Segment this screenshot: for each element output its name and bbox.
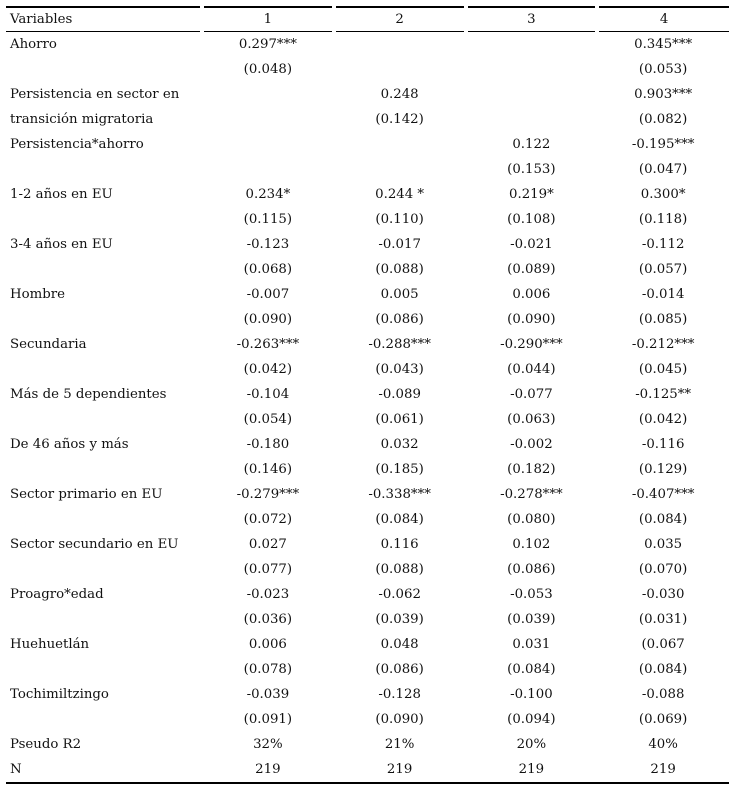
table-row bbox=[6, 282, 729, 307]
cell-model-3: 219 bbox=[466, 757, 598, 783]
cell-model-1: -0.104 bbox=[246, 387, 290, 402]
table-row bbox=[6, 407, 729, 432]
cell-model-1: (0.054) bbox=[243, 412, 293, 427]
row-label: Persistencia*ahorro bbox=[10, 137, 144, 152]
row-label: Ahorro bbox=[10, 37, 57, 52]
cell-model-4: -0.116 bbox=[641, 437, 685, 452]
row-label: Más de 5 dependientes bbox=[10, 387, 167, 402]
cell-model-1: 0.006 bbox=[248, 637, 287, 652]
row-label: Tochimiltzingo bbox=[10, 687, 109, 702]
cell-model-1: (0.115) bbox=[243, 212, 293, 227]
row-label: 1-2 años en EU bbox=[10, 187, 113, 202]
cell-model-1: (0.068) bbox=[243, 262, 293, 277]
cell-model-2 bbox=[334, 32, 466, 58]
cell-model-3 bbox=[466, 107, 598, 132]
row-label bbox=[6, 257, 202, 282]
row-label bbox=[6, 557, 202, 582]
cell-model-4: (0.085) bbox=[638, 312, 688, 327]
cell-model-1: 0.297*** bbox=[238, 37, 297, 52]
row-label: De 46 años y más bbox=[10, 437, 129, 452]
table-row bbox=[6, 657, 729, 682]
cell-model-2: 0.048 bbox=[380, 637, 419, 652]
cell-model-3: (0.039) bbox=[507, 612, 556, 627]
cell-model-3: 0.006 bbox=[512, 287, 551, 302]
cell-model-1: 32% bbox=[253, 737, 283, 752]
cell-model-4: -0.212*** bbox=[631, 337, 695, 352]
cell-model-3: -0.100 bbox=[510, 687, 553, 702]
cell-model-2: (0.039) bbox=[375, 612, 424, 627]
cell-model-3: (0.089) bbox=[507, 262, 556, 277]
cell-model-2: -0.128 bbox=[378, 687, 421, 702]
cell-model-2: 0.032 bbox=[380, 437, 419, 452]
cell-model-2: 0.244 * bbox=[375, 187, 425, 202]
table-row bbox=[6, 582, 729, 607]
cell-model-1 bbox=[202, 132, 334, 157]
regression-table bbox=[6, 6, 729, 784]
cell-model-4: 0.035 bbox=[644, 537, 683, 552]
row-label: N bbox=[6, 757, 202, 783]
cell-model-3: (0.108) bbox=[507, 212, 556, 227]
table-row bbox=[6, 382, 729, 407]
cell-model-2: -0.338*** bbox=[368, 487, 431, 502]
cell-model-3: (0.094) bbox=[507, 712, 556, 727]
header-row bbox=[6, 7, 729, 32]
cell-model-4: -0.014 bbox=[641, 287, 685, 302]
header-model-1: 1 bbox=[202, 7, 334, 32]
cell-model-4: (0.084) bbox=[638, 662, 688, 677]
cell-model-4: 0.903*** bbox=[634, 87, 693, 102]
table-row bbox=[6, 457, 729, 482]
cell-model-2: (0.110) bbox=[375, 212, 424, 227]
cell-model-4: (0.057) bbox=[638, 262, 688, 277]
table-row bbox=[6, 232, 729, 257]
cell-model-2: (0.043) bbox=[375, 362, 424, 377]
cell-model-4: -0.088 bbox=[641, 687, 685, 702]
cell-model-1: (0.091) bbox=[243, 712, 293, 727]
cell-model-4: -0.030 bbox=[641, 587, 685, 602]
table-row bbox=[6, 682, 729, 707]
table-row bbox=[6, 432, 729, 457]
cell-model-3: (0.044) bbox=[507, 362, 556, 377]
cell-model-3: -0.053 bbox=[510, 587, 553, 602]
cell-model-1: -0.279*** bbox=[236, 487, 300, 502]
cell-model-2: -0.089 bbox=[378, 387, 421, 402]
cell-model-1: 0.027 bbox=[248, 537, 287, 552]
cell-model-4: (0.047) bbox=[638, 162, 688, 177]
cell-model-1: (0.072) bbox=[243, 512, 293, 527]
row-label bbox=[6, 157, 202, 182]
cell-model-3: 0.219* bbox=[509, 187, 554, 202]
cell-model-4: (0.067 bbox=[641, 637, 685, 652]
cell-model-4: (0.118) bbox=[638, 212, 688, 227]
table-row bbox=[6, 257, 729, 282]
row-label bbox=[6, 407, 202, 432]
cell-model-4: (0.042) bbox=[638, 412, 688, 427]
table-row bbox=[6, 507, 729, 532]
cell-model-4: (0.031) bbox=[638, 612, 688, 627]
row-label bbox=[6, 307, 202, 332]
cell-model-2: 0.005 bbox=[380, 287, 419, 302]
header-model-3: 3 bbox=[466, 7, 598, 32]
cell-model-2: (0.084) bbox=[375, 512, 424, 527]
row-label bbox=[6, 507, 202, 532]
cell-model-3: (0.153) bbox=[507, 162, 556, 177]
cell-model-4: 0.345*** bbox=[634, 37, 693, 52]
cell-model-3: (0.084) bbox=[507, 662, 556, 677]
table-row bbox=[6, 132, 729, 157]
row-label bbox=[6, 357, 202, 382]
cell-model-1: 219 bbox=[202, 757, 334, 783]
cell-model-1: (0.146) bbox=[243, 462, 293, 477]
cell-model-4: 219 bbox=[597, 757, 729, 783]
table-row bbox=[6, 57, 729, 82]
row-label: Secundaria bbox=[10, 337, 87, 352]
cell-model-2: 0.248 bbox=[380, 87, 419, 102]
row-label: Sector secundario en EU bbox=[10, 537, 179, 552]
table-row bbox=[6, 607, 729, 632]
row-label: Sector primario en EU bbox=[10, 487, 163, 502]
cell-model-3: 0.102 bbox=[512, 537, 551, 552]
table-row bbox=[6, 707, 729, 732]
cell-model-4: (0.069) bbox=[638, 712, 688, 727]
table-row bbox=[6, 332, 729, 357]
table-row bbox=[6, 557, 729, 582]
table-row bbox=[6, 632, 729, 657]
cell-model-1: -0.180 bbox=[246, 437, 290, 452]
regression-table-container bbox=[6, 6, 729, 784]
cell-model-1: (0.090) bbox=[243, 312, 293, 327]
cell-model-2: (0.061) bbox=[375, 412, 424, 427]
cell-model-3: (0.086) bbox=[507, 562, 556, 577]
cell-model-1: -0.007 bbox=[246, 287, 290, 302]
cell-model-2: -0.017 bbox=[378, 237, 421, 252]
cell-model-2: (0.090) bbox=[375, 712, 424, 727]
table-row bbox=[6, 32, 729, 58]
cell-model-4: (0.084) bbox=[638, 512, 688, 527]
cell-model-4: -0.407*** bbox=[631, 487, 695, 502]
cell-model-1: (0.048) bbox=[243, 62, 293, 77]
cell-model-2: -0.288*** bbox=[368, 337, 431, 352]
cell-model-3: -0.278*** bbox=[500, 487, 563, 502]
cell-model-4: 40% bbox=[648, 737, 678, 752]
cell-model-1 bbox=[202, 82, 334, 107]
cell-model-3: -0.077 bbox=[510, 387, 553, 402]
cell-model-1 bbox=[202, 107, 334, 132]
row-label: 3-4 años en EU bbox=[10, 237, 113, 252]
row-label: transición migratoria bbox=[10, 112, 154, 127]
cell-model-3: 0.122 bbox=[512, 137, 551, 152]
cell-model-2: (0.086) bbox=[375, 312, 424, 327]
row-label bbox=[6, 457, 202, 482]
cell-model-2: 21% bbox=[384, 737, 415, 752]
table-row bbox=[6, 532, 729, 557]
cell-model-4: (0.053) bbox=[638, 62, 688, 77]
cell-model-1: -0.039 bbox=[246, 687, 290, 702]
row-label: Hombre bbox=[10, 287, 65, 302]
cell-model-3: (0.080) bbox=[507, 512, 556, 527]
cell-model-3: 20% bbox=[516, 737, 547, 752]
cell-model-1: -0.263*** bbox=[236, 337, 300, 352]
row-label: Proagro*edad bbox=[10, 587, 104, 602]
header-model-2: 2 bbox=[334, 7, 466, 32]
cell-model-4: (0.082) bbox=[638, 112, 688, 127]
table-row bbox=[6, 757, 729, 783]
cell-model-2: 0.116 bbox=[380, 537, 419, 552]
table-row bbox=[6, 357, 729, 382]
cell-model-3: (0.063) bbox=[507, 412, 556, 427]
row-label bbox=[6, 607, 202, 632]
table-body bbox=[6, 32, 729, 784]
cell-model-2 bbox=[334, 57, 466, 82]
row-label: Pseudo R2 bbox=[10, 737, 82, 752]
cell-model-2: (0.088) bbox=[375, 262, 424, 277]
cell-model-1: 0.234* bbox=[245, 187, 291, 202]
cell-model-3: (0.090) bbox=[507, 312, 556, 327]
cell-model-3: (0.182) bbox=[507, 462, 556, 477]
header-model-4: 4 bbox=[597, 7, 729, 32]
cell-model-4: (0.070) bbox=[638, 562, 688, 577]
cell-model-2 bbox=[334, 157, 466, 182]
cell-model-1: (0.036) bbox=[243, 612, 293, 627]
cell-model-1: -0.123 bbox=[246, 237, 290, 252]
row-label: Persistencia en sector en bbox=[10, 87, 180, 102]
cell-model-1: (0.077) bbox=[243, 562, 293, 577]
cell-model-2: 219 bbox=[334, 757, 466, 783]
cell-model-2: (0.086) bbox=[375, 662, 424, 677]
cell-model-4: -0.125** bbox=[635, 387, 692, 402]
cell-model-4: -0.112 bbox=[641, 237, 685, 252]
cell-model-2: (0.185) bbox=[375, 462, 424, 477]
header-variables: Variables bbox=[6, 7, 202, 32]
row-label bbox=[6, 57, 202, 82]
table-row bbox=[6, 732, 729, 757]
cell-model-1 bbox=[202, 157, 334, 182]
row-label: Huehuetlán bbox=[10, 637, 90, 652]
cell-model-3 bbox=[466, 57, 598, 82]
table-row bbox=[6, 482, 729, 507]
table-row bbox=[6, 82, 729, 107]
cell-model-3: 0.031 bbox=[512, 637, 551, 652]
cell-model-4: (0.045) bbox=[638, 362, 688, 377]
table-row bbox=[6, 207, 729, 232]
cell-model-3: -0.002 bbox=[510, 437, 553, 452]
cell-model-2: -0.062 bbox=[378, 587, 421, 602]
cell-model-2 bbox=[334, 132, 466, 157]
cell-model-4: 0.300* bbox=[640, 187, 686, 202]
cell-model-4: -0.195*** bbox=[631, 137, 695, 152]
cell-model-1: (0.042) bbox=[243, 362, 293, 377]
cell-model-3 bbox=[466, 32, 598, 58]
table-row bbox=[6, 307, 729, 332]
cell-model-3 bbox=[466, 82, 598, 107]
cell-model-3: -0.290*** bbox=[500, 337, 563, 352]
row-label bbox=[6, 207, 202, 232]
cell-model-2: (0.142) bbox=[375, 112, 424, 127]
row-label bbox=[6, 707, 202, 732]
cell-model-1: (0.078) bbox=[243, 662, 293, 677]
row-label bbox=[6, 657, 202, 682]
cell-model-3: -0.021 bbox=[510, 237, 553, 252]
table-row bbox=[6, 107, 729, 132]
table-row bbox=[6, 182, 729, 207]
table-row bbox=[6, 157, 729, 182]
cell-model-4: (0.129) bbox=[638, 462, 688, 477]
cell-model-1: -0.023 bbox=[246, 587, 290, 602]
cell-model-2: (0.088) bbox=[375, 562, 424, 577]
